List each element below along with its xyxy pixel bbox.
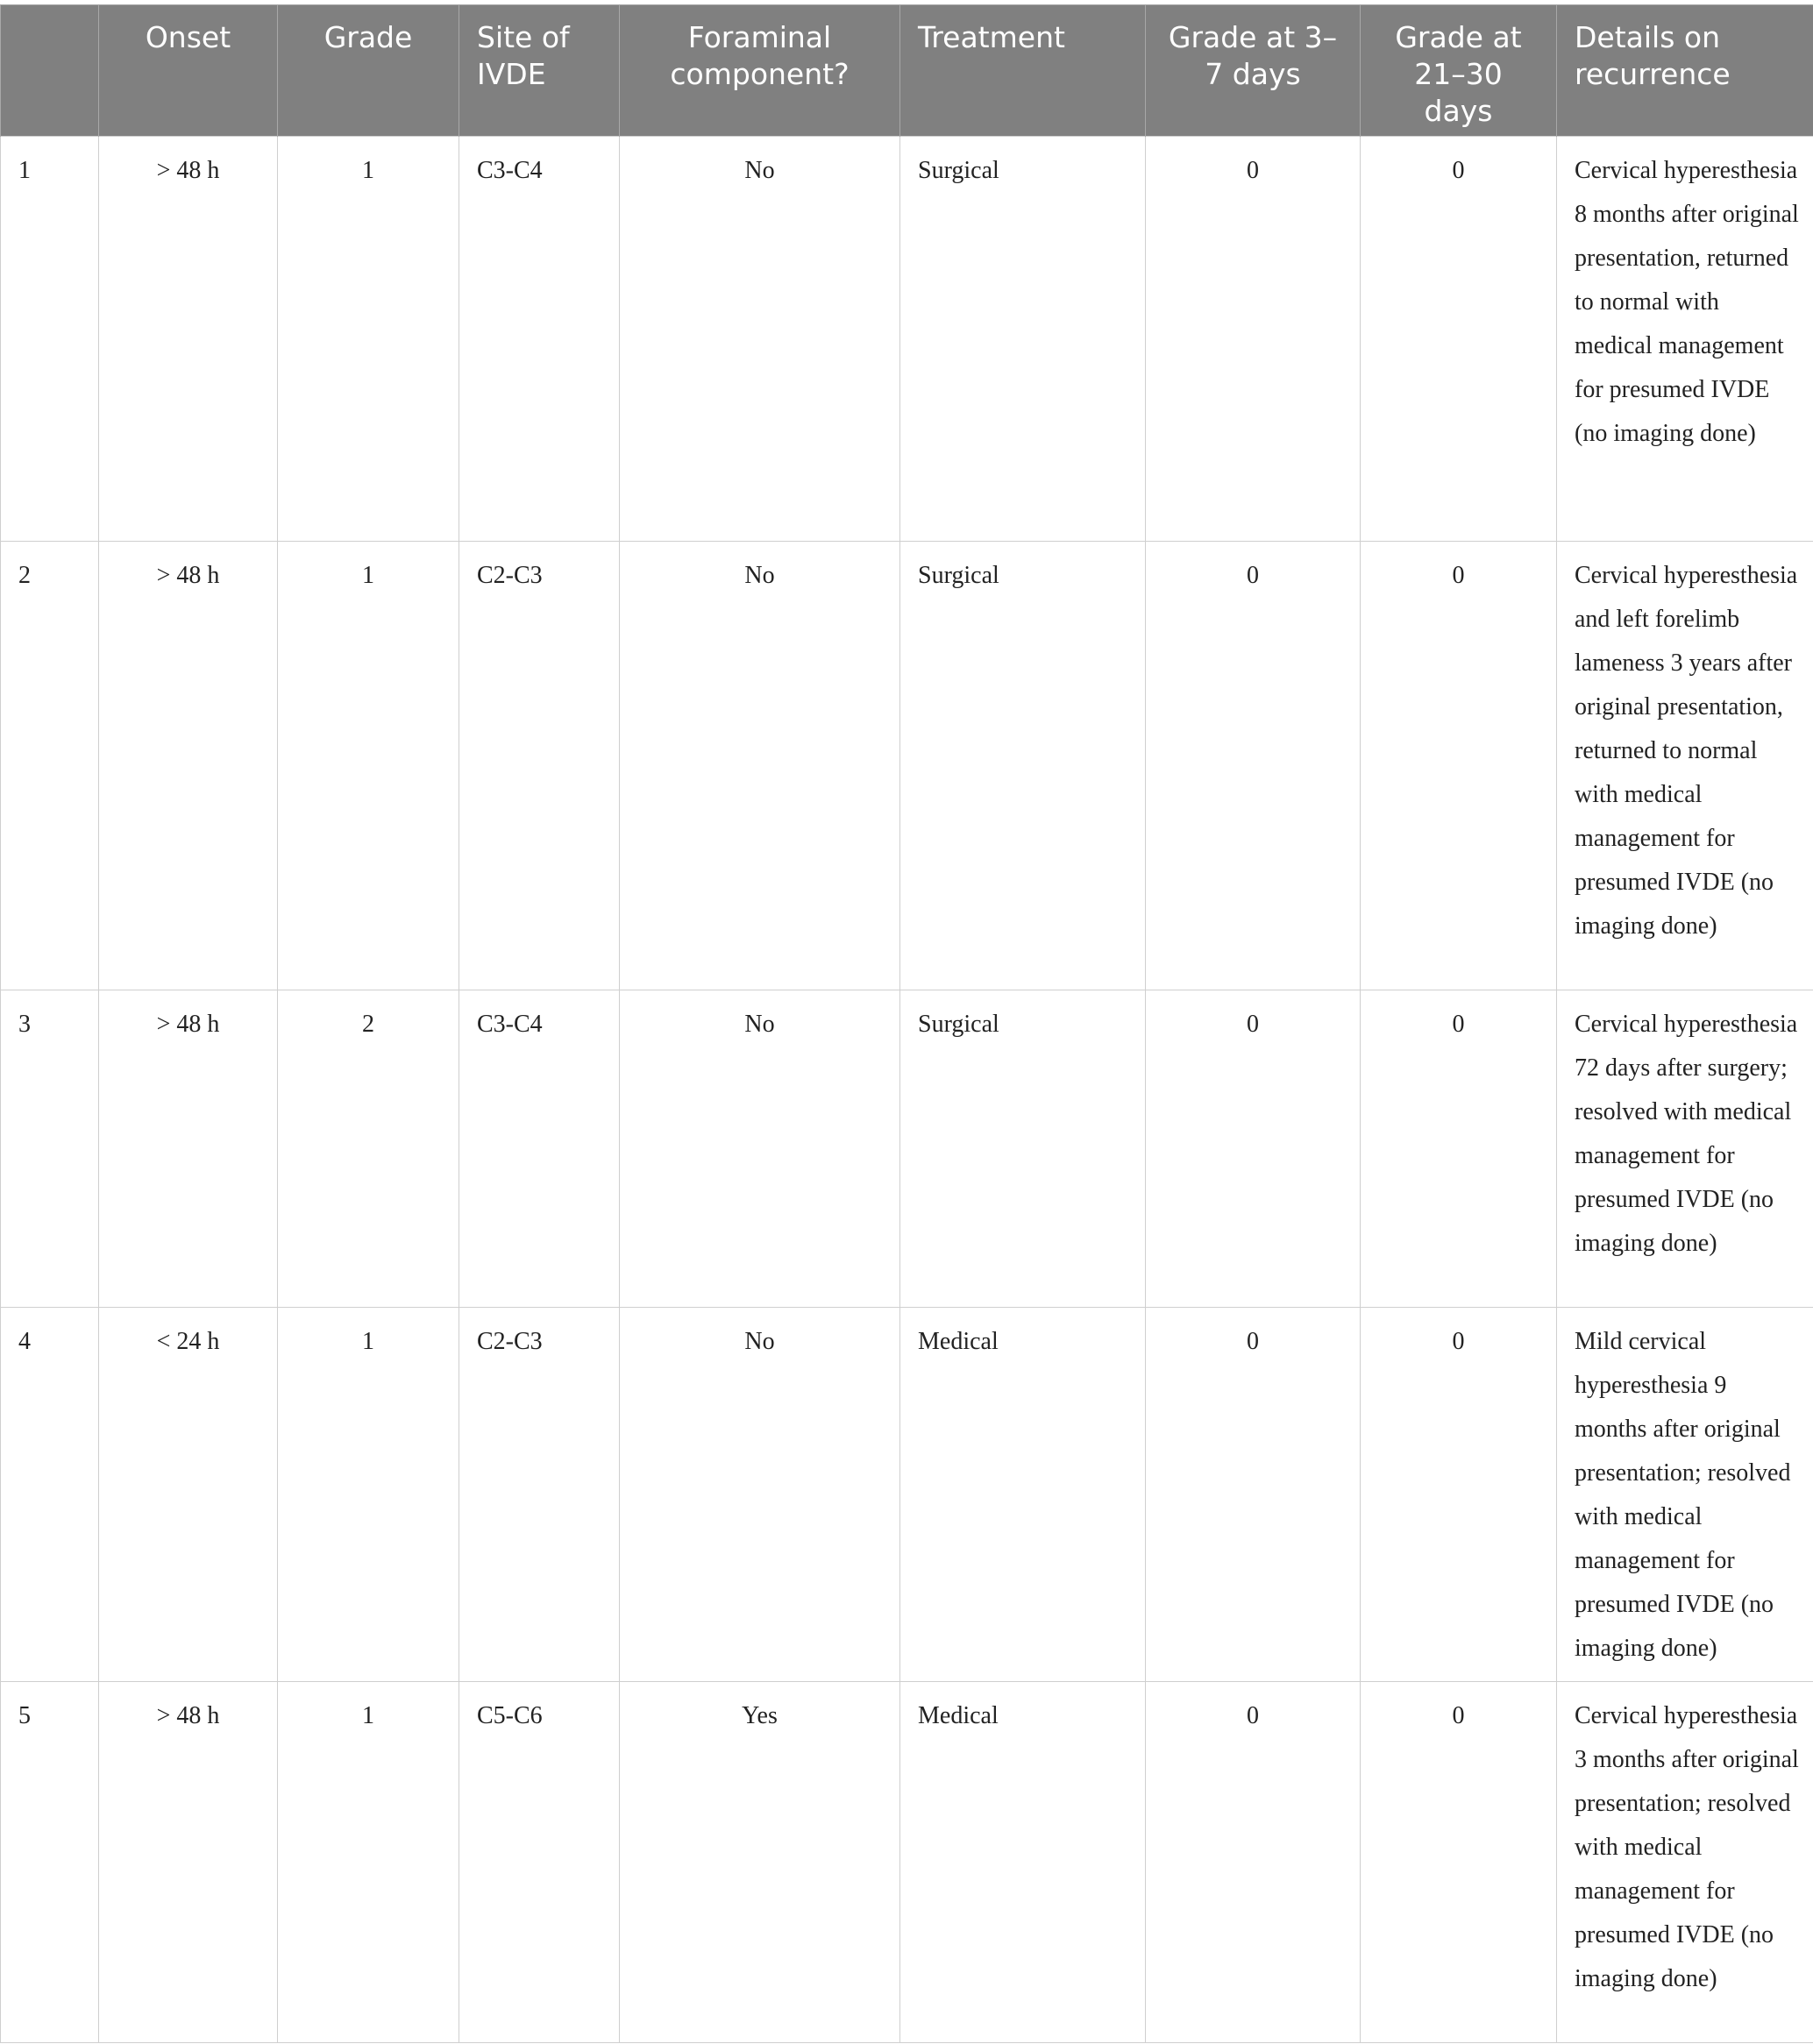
table-header-row: [1, 5, 1813, 137]
cell-onset: > 48 h: [99, 542, 278, 990]
cell-grade: 2: [278, 990, 459, 1308]
cell-site: C2-C3: [459, 542, 620, 990]
cell-grade: 1: [278, 542, 459, 990]
cell-grade-3-7-days: 0: [1146, 1308, 1361, 1682]
header-onset: Onset: [99, 5, 278, 137]
cell-site: C5-C6: [459, 1682, 620, 2043]
cell-onset: > 48 h: [99, 137, 278, 542]
table-row: [1, 1682, 1813, 2043]
cell-onset: > 48 h: [99, 990, 278, 1308]
header-grade-21-30-days: Grade at 21–30 days: [1361, 5, 1557, 137]
cell-foraminal: No: [620, 542, 900, 990]
cell-case: 1: [1, 137, 99, 542]
cell-foraminal: No: [620, 990, 900, 1308]
table-row: [1, 1308, 1813, 1682]
header-treatment: Treatment: [900, 5, 1146, 137]
cell-treatment: Surgical: [900, 990, 1146, 1308]
cell-treatment: Medical: [900, 1682, 1146, 2043]
table-row: [1, 542, 1813, 990]
cell-details: Cervical hyperesthesia and left forelimb lameness 3 years after original presentation, returned to normal with medical management for presumed IVDE (no imaging done): [1557, 542, 1813, 990]
cell-grade-3-7-days: 0: [1146, 137, 1361, 542]
header-grade: Grade: [278, 5, 459, 137]
cell-grade: 1: [278, 137, 459, 542]
header-foraminal: Foraminal component?: [620, 5, 900, 137]
cell-treatment: Surgical: [900, 137, 1146, 542]
cell-site: C3-C4: [459, 137, 620, 542]
cell-case: 4: [1, 1308, 99, 1682]
cell-details: Cervical hyperesthesia 72 days after surgery; resolved with medical management for presumed IVDE (no imaging done): [1557, 990, 1813, 1308]
cell-details: Cervical hyperesthesia 8 months after original presentation, returned to normal with medical management for presumed IVDE (no imaging done): [1557, 137, 1813, 542]
cell-foraminal: Yes: [620, 1682, 900, 2043]
cell-foraminal: No: [620, 137, 900, 542]
cell-foraminal: No: [620, 1308, 900, 1682]
cell-grade-3-7-days: 0: [1146, 1682, 1361, 2043]
cell-site: C3-C4: [459, 990, 620, 1308]
cell-grade-21-30-days: 0: [1361, 990, 1557, 1308]
cell-grade-21-30-days: 0: [1361, 1682, 1557, 2043]
cell-treatment: Medical: [900, 1308, 1146, 1682]
table-row: [1, 990, 1813, 1308]
cell-case: 3: [1, 990, 99, 1308]
cell-grade: 1: [278, 1682, 459, 2043]
cell-onset: < 24 h: [99, 1308, 278, 1682]
cell-grade-3-7-days: 0: [1146, 542, 1361, 990]
cell-grade-21-30-days: 0: [1361, 137, 1557, 542]
header-case: [1, 5, 99, 137]
header-details: Details on recurrence: [1557, 5, 1813, 137]
header-grade-3-7-days: Grade at 3–7 days: [1146, 5, 1361, 137]
table-row: [1, 137, 1813, 542]
cell-grade-21-30-days: 0: [1361, 542, 1557, 990]
cell-case: 5: [1, 1682, 99, 2043]
cell-site: C2-C3: [459, 1308, 620, 1682]
cell-onset: > 48 h: [99, 1682, 278, 2043]
cell-case: 2: [1, 542, 99, 990]
recurrence-table: [0, 4, 1813, 2043]
cell-details: Cervical hyperesthesia 3 months after original presentation; resolved with medical management for presumed IVDE (no imaging done): [1557, 1682, 1813, 2043]
cell-grade: 1: [278, 1308, 459, 1682]
cell-details: Mild cervical hyperesthesia 9 months after original presentation; resolved with medical management for presumed IVDE (no imaging done): [1557, 1308, 1813, 1682]
cell-grade-3-7-days: 0: [1146, 990, 1361, 1308]
header-site: Site of IVDE: [459, 5, 620, 137]
cell-treatment: Surgical: [900, 542, 1146, 990]
cell-grade-21-30-days: 0: [1361, 1308, 1557, 1682]
